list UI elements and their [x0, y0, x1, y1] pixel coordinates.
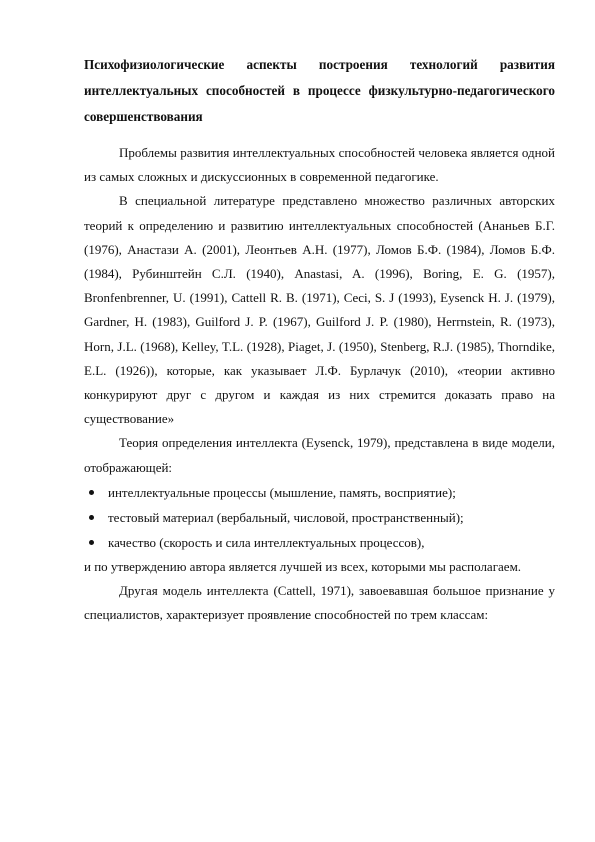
list-item-text: интеллектуальные процессы (мышление, память, восприятие);: [108, 484, 456, 500]
paragraph-after-list: и по утверждению автора является лучшей из всех, которыми мы располагаем.: [84, 558, 522, 574]
list-item-text: тестовый материал (вербальный, числовой, пространственный);: [108, 509, 464, 525]
bullet-icon: [89, 540, 94, 545]
list-item-text: качество (скорость и сила интеллектуальных процессов),: [108, 534, 425, 550]
list-item: [84, 480, 555, 505]
bullet-icon: [89, 490, 94, 495]
bullet-list: [84, 480, 555, 555]
paragraph-intro: Проблемы развития интеллектуальных способностей человека является одной из самых сложных и дискуссионных в современной педагогике.: [84, 145, 555, 185]
document-title: Психофизиологические аспекты построения технологий развития интеллектуальных способностей в процессе физкультурно-педагогического совершенствования: [84, 57, 555, 124]
paragraph-theories: В специальной литературе представлено множество различных авторских теорий к определению и развитию интеллектуальных способностей (Ананьев Б.Г. (1976), Анастази А. (2001), Леонтьев А.Н. (1977), Ломов Б.Ф. (1984), Ломов Б.Ф. (1984), Рубинштейн С.Л. (1940), Anastasi, A. (1996), Boring, E. G. (1957), Bronfenbrenner, U. (1991), Cattell R. B. (1971), Ceci, S. J (1993), Eysenck H. J. (1979), Gardner, H. (1983), Guilford J. P. (1967), Guilford J. P. (1980), Herrnstein, R. (1973), Horn, J.L. (1968), Kelley, T.L. (1928), Piaget, J. (1950), Stenberg, R.J. (1985), Thorndike, E.L. (1926)), которые, как указывает Л.Ф. Бурлачук (2010), «теории активно конкурируют друг с другом и каждая из них стремится доказать право на существование»: [84, 193, 555, 427]
paragraph-cattell: Другая модель интеллекта (Cattell, 1971), завоевавшая большое признание у специалистов, характеризует проявление способностей по трем классам:: [84, 583, 555, 623]
list-item: [84, 505, 555, 530]
list-item: [84, 530, 555, 555]
paragraph-eysenck: Теория определения интеллекта (Eysenck, 1979), представлена в виде модели, отображающей:: [84, 435, 555, 475]
document-body: [84, 52, 555, 627]
bullet-icon: [89, 515, 94, 520]
